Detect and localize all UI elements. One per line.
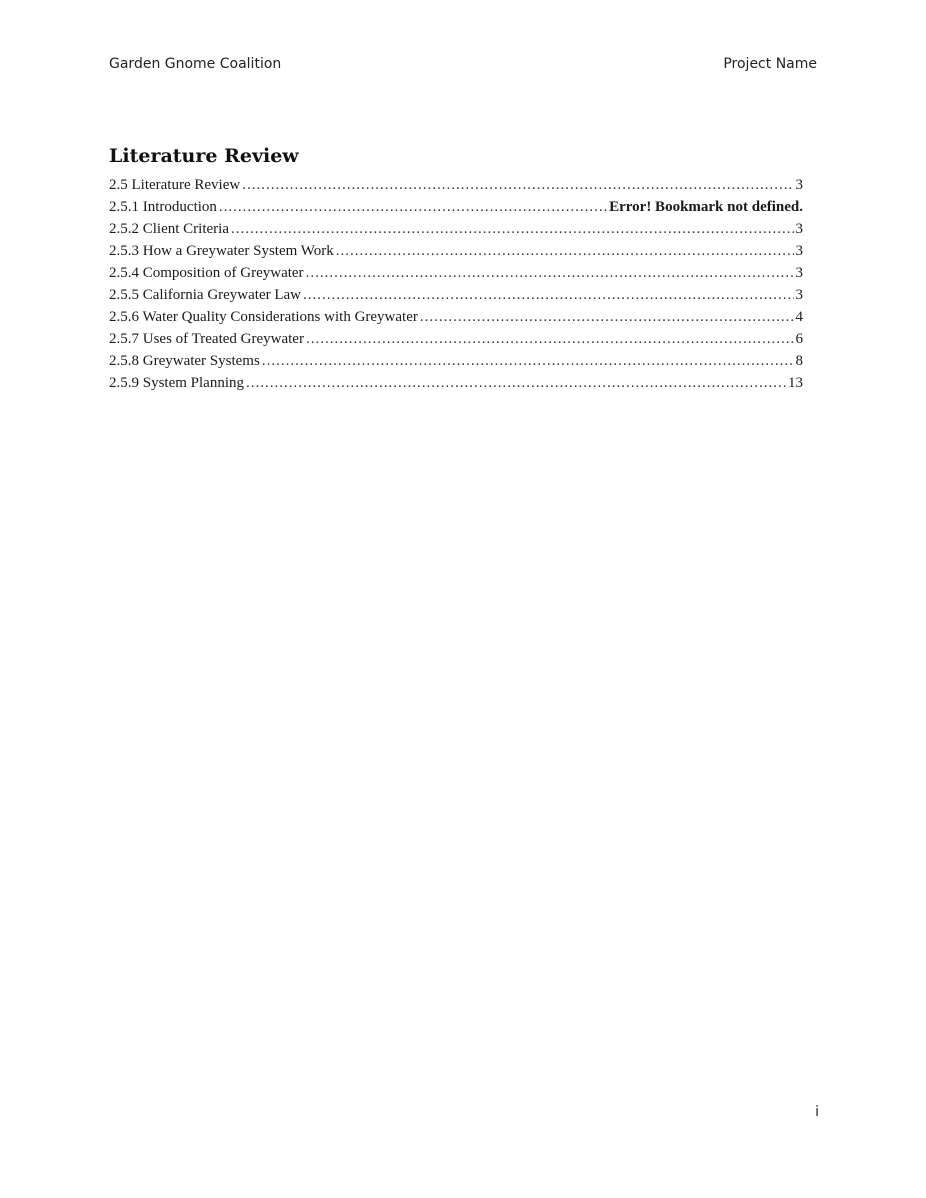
toc-entry-page: 6 — [795, 331, 803, 347]
toc-entry-label: 2.5.2 Client Criteria — [109, 221, 229, 237]
toc-entry-label: 2.5.6 Water Quality Considerations with Greywater — [109, 309, 418, 325]
toc-leader-dots — [242, 174, 793, 196]
toc-entry-label: 2.5.3 How a Greywater System Work — [109, 243, 334, 259]
toc-entry-error: Error! Bookmark not defined. — [609, 199, 803, 215]
toc-entry-label: 2.5.4 Composition of Greywater — [109, 265, 304, 281]
toc-leader-dots — [262, 350, 794, 372]
toc-entry-label: 2.5.9 System Planning — [109, 375, 245, 391]
toc-entry-page: 13 — [788, 375, 803, 391]
toc-entry[interactable] — [109, 328, 803, 350]
toc-entry-page: 8 — [795, 353, 803, 369]
toc-entry-page: 3 — [795, 265, 803, 281]
toc-leader-dots — [336, 240, 794, 262]
toc-leader-dots — [246, 372, 786, 394]
toc-leader-dots — [231, 218, 794, 240]
toc-entry-page: 3 — [795, 287, 803, 303]
toc-entry-label: 2.5.1 Introduction — [109, 199, 217, 215]
toc-entry[interactable] — [109, 284, 803, 306]
toc-entry[interactable] — [109, 350, 803, 372]
toc-leader-dots — [306, 328, 794, 350]
page-title: Literature Review — [109, 145, 299, 167]
toc-entry-page: 3 — [795, 221, 803, 237]
toc-entry[interactable] — [109, 306, 803, 328]
toc-entry[interactable] — [109, 240, 803, 262]
toc-entry-page: 3 — [795, 243, 803, 259]
toc-leader-dots — [219, 196, 607, 218]
toc-entry-label: 2.5.8 Greywater Systems — [109, 353, 260, 369]
toc-leader-dots — [420, 306, 794, 328]
table-of-contents — [109, 174, 803, 394]
toc-entry[interactable] — [109, 372, 803, 394]
toc-entry-label: 2.5.7 Uses of Treated Greywater — [109, 331, 304, 347]
toc-entry[interactable] — [109, 262, 803, 284]
toc-entry[interactable] — [109, 218, 803, 240]
toc-entry-page: 3 — [795, 177, 803, 193]
toc-entry-page: 4 — [795, 309, 803, 325]
footer-page-number: i — [815, 1104, 819, 1120]
toc-entry-label: 2.5 Literature Review — [109, 177, 241, 193]
header-project-name: Project Name — [723, 56, 817, 72]
header-organization: Garden Gnome Coalition — [109, 56, 282, 72]
toc-entry[interactable] — [109, 196, 803, 218]
toc-entry[interactable] — [109, 174, 803, 196]
toc-entry-label: 2.5.5 California Greywater Law — [109, 287, 302, 303]
toc-leader-dots — [303, 284, 793, 306]
toc-leader-dots — [306, 262, 794, 284]
